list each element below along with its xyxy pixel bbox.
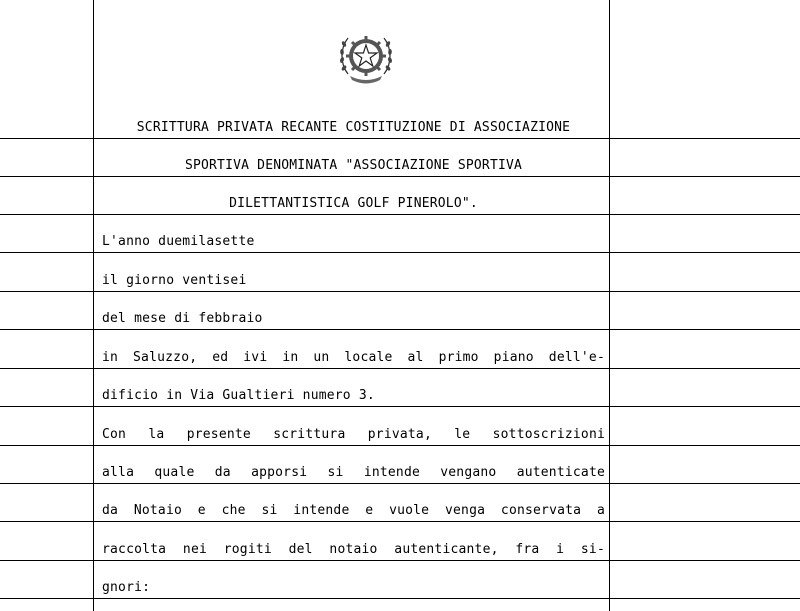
body-line-5: dificio in Via Gualtieri numero 3. — [102, 388, 375, 403]
line-rule — [0, 329, 800, 330]
italian-republic-emblem-icon — [336, 24, 396, 86]
line-rule — [0, 176, 800, 177]
body-line-10: gnori: — [102, 580, 151, 595]
line-rule — [0, 560, 800, 561]
body-line-2: il giorno ventisei — [102, 273, 247, 288]
line-rule — [0, 406, 800, 407]
line-rule — [0, 368, 800, 369]
document-title-line-2: SPORTIVA DENOMINATA "ASSOCIAZIONE SPORTIVA — [184, 158, 523, 173]
document-title-line-3: DILETTANTISTICA GOLF PINEROLO". — [229, 196, 478, 211]
line-rule — [0, 483, 800, 484]
body-line-7: alla quale da apporsi si intende vengano autenticate — [102, 465, 605, 480]
body-line-8: da Notaio e che si intende e vuole venga conservata a — [102, 503, 605, 518]
body-line-3: del mese di febbraio — [102, 311, 263, 326]
body-line-6: Con la presente scrittura privata, le sottoscrizioni — [102, 427, 605, 442]
body-line-1: L'anno duemilasette — [102, 234, 255, 249]
line-rule — [0, 291, 800, 292]
line-rule — [0, 252, 800, 253]
body-line-9: raccolta nei rogiti del notaio autenticante, fra i si- — [102, 542, 605, 557]
document-title-line-1: SCRITTURA PRIVATA RECANTE COSTITUZIONE DI ASSOCIAZIONE — [136, 120, 571, 135]
line-rule — [0, 445, 800, 446]
line-rule — [0, 214, 800, 215]
body-line-4: in Saluzzo, ed ivi in un locale al primo piano dell'e- — [102, 350, 605, 365]
line-rule — [0, 521, 800, 522]
left-margin-rule — [93, 0, 94, 611]
line-rule — [0, 138, 800, 139]
line-rule — [0, 598, 800, 599]
right-margin-rule — [609, 0, 610, 611]
